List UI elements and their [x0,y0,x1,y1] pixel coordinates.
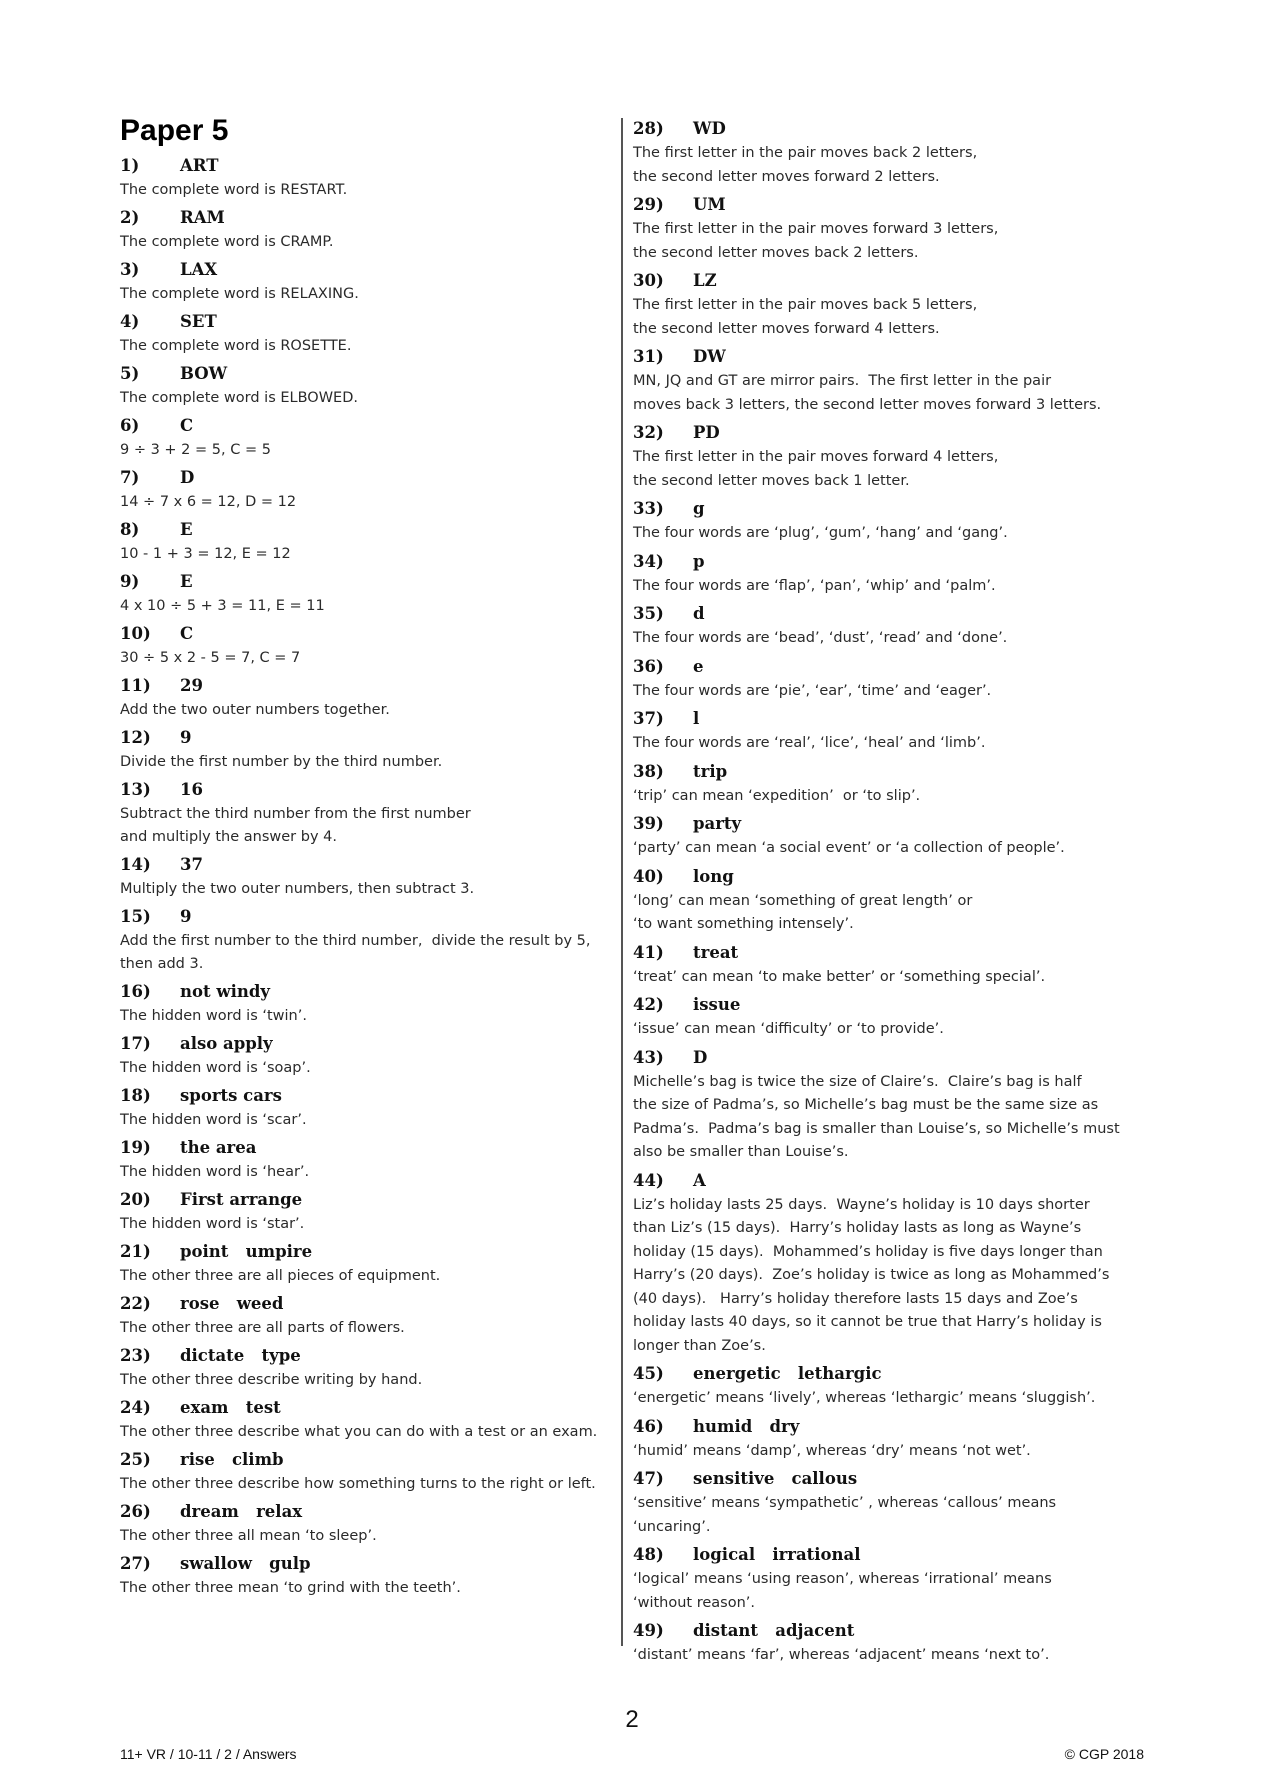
answer-text: point umpire [180,1242,313,1261]
question-heading [633,706,1123,732]
answer-item [633,706,1123,756]
explanation-line: The four words are ‘bead’, ‘dust’, ‘read’ and ‘done’. [633,630,1008,646]
answer-text: C [180,624,194,643]
explanation-line: ‘energetic’ means ‘lively’, whereas ‘lethargic’ means ‘sluggish’. [633,1390,1096,1406]
question-number: 28) [633,119,664,138]
answer-text: ART [180,156,219,175]
explanation-line: The complete word is ROSETTE. [120,338,352,354]
explanation-line: also be smaller than Louise’s. [633,1144,849,1160]
question-number: 40) [633,866,664,886]
answer-text: E [180,572,193,591]
question-heading [120,257,610,283]
explanation-line: Liz’s holiday lasts 25 days. Wayne’s holiday is 10 days shorter [633,1196,1090,1213]
answer-text: also apply [180,1034,273,1053]
question-number: 46) [633,1416,664,1436]
question-heading [633,496,1123,522]
answer-item [633,1618,1123,1668]
answer-text: trip [693,761,728,781]
answer-text: SET [180,312,217,331]
question-number: 33) [633,499,664,518]
question-heading [120,569,610,595]
explanation-line: The four words are ‘flap’, ‘pan’, ‘whip’ and ‘palm’. [633,577,996,594]
question-heading [120,1239,610,1265]
explanation-line: The complete word is RESTART. [120,182,348,198]
question-heading [633,1542,1123,1568]
question-number: 25) [120,1450,151,1469]
answer-text: d [693,604,705,623]
question-number: 22) [120,1294,151,1313]
answer-text: treat [693,942,739,962]
answer-text: dictate type [180,1346,301,1365]
answer-item [120,777,610,849]
answer-text: g [693,499,705,518]
question-heading [633,1168,1123,1194]
question-heading [120,153,610,179]
footer-copyright: © CGP 2018 [1064,1746,1144,1762]
answer-text: humid dry [693,1416,800,1436]
explanation-line: The other three are all parts of flowers. [120,1320,405,1336]
question-number: 2) [120,208,140,227]
answer-item [120,1447,610,1496]
answer-text: DW [693,347,726,366]
question-heading [120,777,610,803]
question-number: 6) [120,416,140,435]
question-heading [120,979,610,1005]
explanation-line: The other three are all pieces of equipment. [120,1268,441,1284]
question-number: 49) [633,1621,664,1640]
question-number: 15) [120,907,151,926]
answer-item [120,1135,610,1184]
answer-item [120,153,610,202]
answer-text: BOW [180,364,228,383]
question-number: 44) [633,1170,664,1190]
answer-text: PD [693,423,720,442]
question-number: 19) [120,1138,151,1157]
explanation-line: The four words are ‘pie’, ‘ear’, ‘time’ and ‘eager’. [633,682,992,699]
answer-item [120,1551,610,1600]
answer-text: logical irrational [693,1545,861,1564]
answer-text: e [693,656,704,676]
answer-text: dream relax [180,1502,303,1521]
explanation-line: The four words are ‘real’, ‘lice’, ‘heal’ and ‘limb’. [633,735,986,751]
explanation-line: Add the first number to the third number, divide the result by 5, [120,933,591,949]
question-heading [120,621,610,647]
question-heading [633,1414,1123,1440]
answer-text: rose weed [180,1294,284,1313]
question-number: 14) [120,855,151,874]
explanation-line: The other three all mean ‘to sleep’. [120,1528,377,1544]
explanation-line: ‘distant’ means ‘far’, whereas ‘adjacent’ means ‘next to’. [633,1647,1050,1663]
explanation-line: the size of Padma’s, so Michelle’s bag must be the same size as [633,1097,1099,1113]
explanation-line: ‘party’ can mean ‘a social event’ or ‘a collection of people’. [633,840,1065,856]
answer-item [120,413,610,462]
explanation-line: ‘treat’ can mean ‘to make better’ or ‘something special’. [633,968,1046,985]
question-heading [120,673,610,699]
answer-item [120,979,610,1028]
question-number: 41) [633,942,664,962]
question-heading [633,759,1123,785]
question-number: 47) [633,1469,664,1488]
explanation-line: The four words are ‘plug’, ‘gum’, ‘hang’ and ‘gang’. [633,525,1008,541]
right-answer-list [633,116,1123,1668]
explanation-line: MN, JQ and GT are mirror pairs. The first letter in the pair [633,373,1052,389]
answer-item [633,601,1123,651]
answer-item [120,725,610,774]
question-heading [120,1343,610,1369]
answer-item [120,517,610,566]
question-heading [120,465,610,491]
question-number: 1) [120,156,140,175]
explanation-line: The other three describe what you can do with a test or an exam. [120,1424,598,1440]
question-heading [120,1499,610,1525]
question-heading [120,1083,610,1109]
answer-text: WD [693,119,726,138]
answer-item [633,759,1123,809]
explanation-line: The hidden word is ‘hear’. [120,1164,310,1180]
answer-text: D [693,1047,708,1067]
question-number: 20) [120,1190,151,1209]
footer-reference: 11+ VR / 10-11 / 2 / Answers [120,1746,297,1762]
answer-item [120,673,610,722]
question-number: 32) [633,423,664,442]
right-column [633,116,1123,1671]
answer-text: sensitive callous [693,1469,858,1488]
explanation-line: the second letter moves back 2 letters. [633,244,919,261]
question-heading [633,940,1123,966]
question-number: 3) [120,260,140,279]
answer-text: p [693,551,705,571]
question-heading [120,1031,610,1057]
explanation-line: holiday (15 days). Mohammed’s holiday is five days longer than [633,1243,1103,1260]
explanation-line: (40 days). Harry’s holiday therefore lasts 15 days and Zoe’s [633,1290,1078,1307]
answer-text: swallow gulp [180,1554,311,1573]
question-heading [633,601,1123,627]
answer-item [120,361,610,410]
question-number: 12) [120,728,151,747]
answer-item [633,1414,1123,1464]
explanation-line: ‘sensitive’ means ‘sympathetic’ , whereas ‘callous’ means ‘uncaring’. [633,1495,1061,1535]
explanation-line: The other three mean ‘to grind with the teeth’. [120,1580,461,1596]
question-number: 17) [120,1034,151,1053]
question-number: 16) [120,982,151,1001]
answer-text: issue [693,995,741,1014]
question-heading [120,517,610,543]
answer-text: party [693,814,742,833]
question-number: 21) [120,1242,151,1261]
question-number: 39) [633,814,664,833]
answer-text: distant adjacent [693,1621,855,1640]
answer-text: C [180,416,194,435]
question-number: 26) [120,1502,151,1521]
answer-item [633,1045,1123,1165]
answer-item [120,621,610,670]
answer-item [120,1187,610,1236]
explanation-line: Subtract the third number from the first number [120,806,471,822]
question-heading [633,1618,1123,1644]
answer-item [633,1542,1123,1615]
explanation-line: The hidden word is ‘twin’. [120,1008,307,1024]
question-number: 36) [633,656,664,676]
question-number: 9) [120,572,140,591]
answer-text: A [693,1170,706,1190]
explanation-line: The complete word is RELAXING. [120,286,359,302]
answer-text: 9 [180,907,192,926]
explanation-line: moves back 3 letters, the second letter moves forward 3 letters. [633,396,1102,413]
question-number: 27) [120,1554,151,1573]
left-answer-list [120,153,610,1600]
question-number: 38) [633,761,664,781]
answer-item [120,205,610,254]
answer-item [120,1291,610,1340]
explanation-line: The complete word is ELBOWED. [120,390,358,406]
question-number: 23) [120,1346,151,1365]
answer-item [633,811,1123,861]
question-heading [120,413,610,439]
question-heading [120,1395,610,1421]
explanation-line: the second letter moves forward 2 letters. [633,168,940,185]
answer-item [633,116,1123,189]
explanation-line: then add 3. [120,956,204,972]
question-number: 10) [120,624,151,643]
answer-text: sports cars [180,1086,282,1105]
answer-item [633,1361,1123,1411]
question-number: 7) [120,468,140,487]
explanation-line: Michelle’s bag is twice the size of Claire’s. Claire’s bag is half [633,1073,1082,1090]
answer-item [120,1083,610,1132]
question-heading [633,549,1123,575]
answer-item [120,852,610,901]
answer-text: 29 [180,676,203,695]
answer-text: rise climb [180,1450,284,1469]
answer-item [633,192,1123,265]
question-heading [120,852,610,878]
answer-item [633,992,1123,1042]
question-number: 24) [120,1398,151,1417]
question-number: 4) [120,312,140,331]
explanation-line: ‘to want something intensely’. [633,916,854,932]
explanation-line: the second letter moves forward 4 letters. [633,320,940,337]
answer-text: 16 [180,780,203,799]
answer-item [633,864,1123,937]
answer-text: UM [693,195,726,214]
question-heading [633,654,1123,680]
answer-item [120,257,610,306]
question-number: 29) [633,195,664,214]
answer-text: E [180,520,193,539]
answer-item [120,1343,610,1392]
answer-text: exam test [180,1398,281,1417]
question-number: 34) [633,551,664,571]
explanation-line: The hidden word is ‘scar’. [120,1112,307,1128]
question-heading [120,1447,610,1473]
explanation-line: The hidden word is ‘soap’. [120,1060,311,1076]
answer-text: LZ [693,271,717,290]
explanation-line: The first letter in the pair moves forward 3 letters, [633,221,999,237]
question-heading [120,725,610,751]
question-number: 18) [120,1086,151,1105]
explanation-line: 30 ÷ 5 x 2 - 5 = 7, C = 7 [120,650,301,666]
answer-text: not windy [180,982,270,1001]
question-number: 37) [633,709,664,728]
explanation-line: Multiply the two outer numbers, then subtract 3. [120,881,475,897]
explanation-line: ‘logical’ means ‘using reason’, whereas ‘irrational’ means [633,1571,1052,1587]
answer-text: 9 [180,728,192,747]
answer-text: long [693,866,734,886]
question-number: 11) [120,676,151,695]
answer-text: D [180,468,195,487]
question-heading [633,192,1123,218]
question-number: 45) [633,1364,664,1383]
question-heading [633,992,1123,1018]
question-heading [120,205,610,231]
explanation-line: 9 ÷ 3 + 2 = 5, C = 5 [120,442,271,458]
page-number: 2 [625,1706,639,1733]
answer-item [633,940,1123,990]
question-number: 42) [633,995,664,1014]
explanation-line: The other three describe how something turns to the right or left. [120,1476,596,1492]
explanation-line: Divide the first number by the third number. [120,754,443,770]
answer-text: LAX [180,260,218,279]
page-title: Paper 5 [120,114,229,147]
answer-item [633,1466,1123,1539]
question-heading [120,1187,610,1213]
explanation-line: the second letter moves back 1 letter. [633,472,910,489]
answer-text: 37 [180,855,203,874]
explanation-line: The first letter in the pair moves back 2 letters, [633,145,978,161]
question-heading [120,361,610,387]
answer-item [120,1395,610,1444]
question-heading [633,116,1123,142]
question-heading [120,309,610,335]
explanation-line: ‘issue’ can mean ‘difficulty’ or ‘to provide’. [633,1021,944,1037]
answer-item [120,1031,610,1080]
question-heading [120,1135,610,1161]
answer-item [120,309,610,358]
answer-item [120,1239,610,1288]
explanation-line: and multiply the answer by 4. [120,829,337,845]
answer-text: l [693,709,700,728]
answer-item [633,268,1123,341]
explanation-line: Harry’s (20 days). Zoe’s holiday is twice as long as Mohammed’s [633,1267,1110,1283]
explanation-line: 14 ÷ 7 x 6 = 12, D = 12 [120,494,297,510]
explanation-line: 4 x 10 ÷ 5 + 3 = 11, E = 11 [120,598,325,614]
answer-item [120,569,610,618]
question-number: 48) [633,1545,664,1564]
explanation-line: The other three describe writing by hand. [120,1372,423,1388]
question-number: 30) [633,271,664,290]
question-heading [633,344,1123,370]
question-heading [633,420,1123,446]
question-heading [633,864,1123,890]
question-heading [120,1291,610,1317]
question-heading [120,1551,610,1577]
question-heading [120,904,610,930]
answer-item [120,904,610,976]
explanation-line: longer than Zoe’s. [633,1337,766,1354]
question-heading [633,1466,1123,1492]
explanation-line: The first letter in the pair moves forward 4 letters, [633,449,999,465]
explanation-line: ‘trip’ can mean ‘expedition’ or ‘to slip’. [633,787,921,804]
question-number: 13) [120,780,151,799]
answer-text: the area [180,1138,257,1157]
explanation-line: ‘humid’ means ‘damp’, whereas ‘dry’ means ‘not wet’. [633,1442,1031,1459]
explanation-line: ‘without reason’. [633,1594,756,1611]
explanation-line: 10 - 1 + 3 = 12, E = 12 [120,546,291,562]
answer-item [633,344,1123,417]
explanation-line: The complete word is CRAMP. [120,234,334,250]
question-heading [633,1045,1123,1071]
question-number: 8) [120,520,140,539]
answer-item [633,420,1123,493]
question-heading [633,1361,1123,1387]
answer-text: RAM [180,208,225,227]
explanation-line: The first letter in the pair moves back 5 letters, [633,297,978,313]
explanation-line: The hidden word is ‘star’. [120,1216,305,1232]
question-number: 5) [120,364,140,383]
explanation-line: ‘long’ can mean ‘something of great length’ or [633,892,973,909]
answer-item [633,549,1123,599]
answer-item [633,654,1123,704]
explanation-line: than Liz’s (15 days). Harry’s holiday lasts as long as Wayne’s [633,1220,1082,1236]
answer-text: energetic lethargic [693,1364,882,1383]
question-heading [633,811,1123,837]
answer-text: First arrange [180,1190,303,1209]
column-divider [621,118,623,1646]
explanation-line: holiday lasts 40 days, so it cannot be true that Harry’s holiday is [633,1314,1102,1330]
explanation-line: Padma’s. Padma’s bag is smaller than Louise’s, so Michelle’s must [633,1120,1120,1137]
question-heading [633,268,1123,294]
answer-item [120,1499,610,1548]
question-number: 43) [633,1047,664,1067]
answer-item [633,496,1123,546]
left-column [120,112,610,1603]
answer-item [633,1168,1123,1359]
answer-item [120,465,610,514]
question-number: 35) [633,604,664,623]
question-number: 31) [633,347,664,366]
explanation-line: Add the two outer numbers together. [120,702,390,718]
